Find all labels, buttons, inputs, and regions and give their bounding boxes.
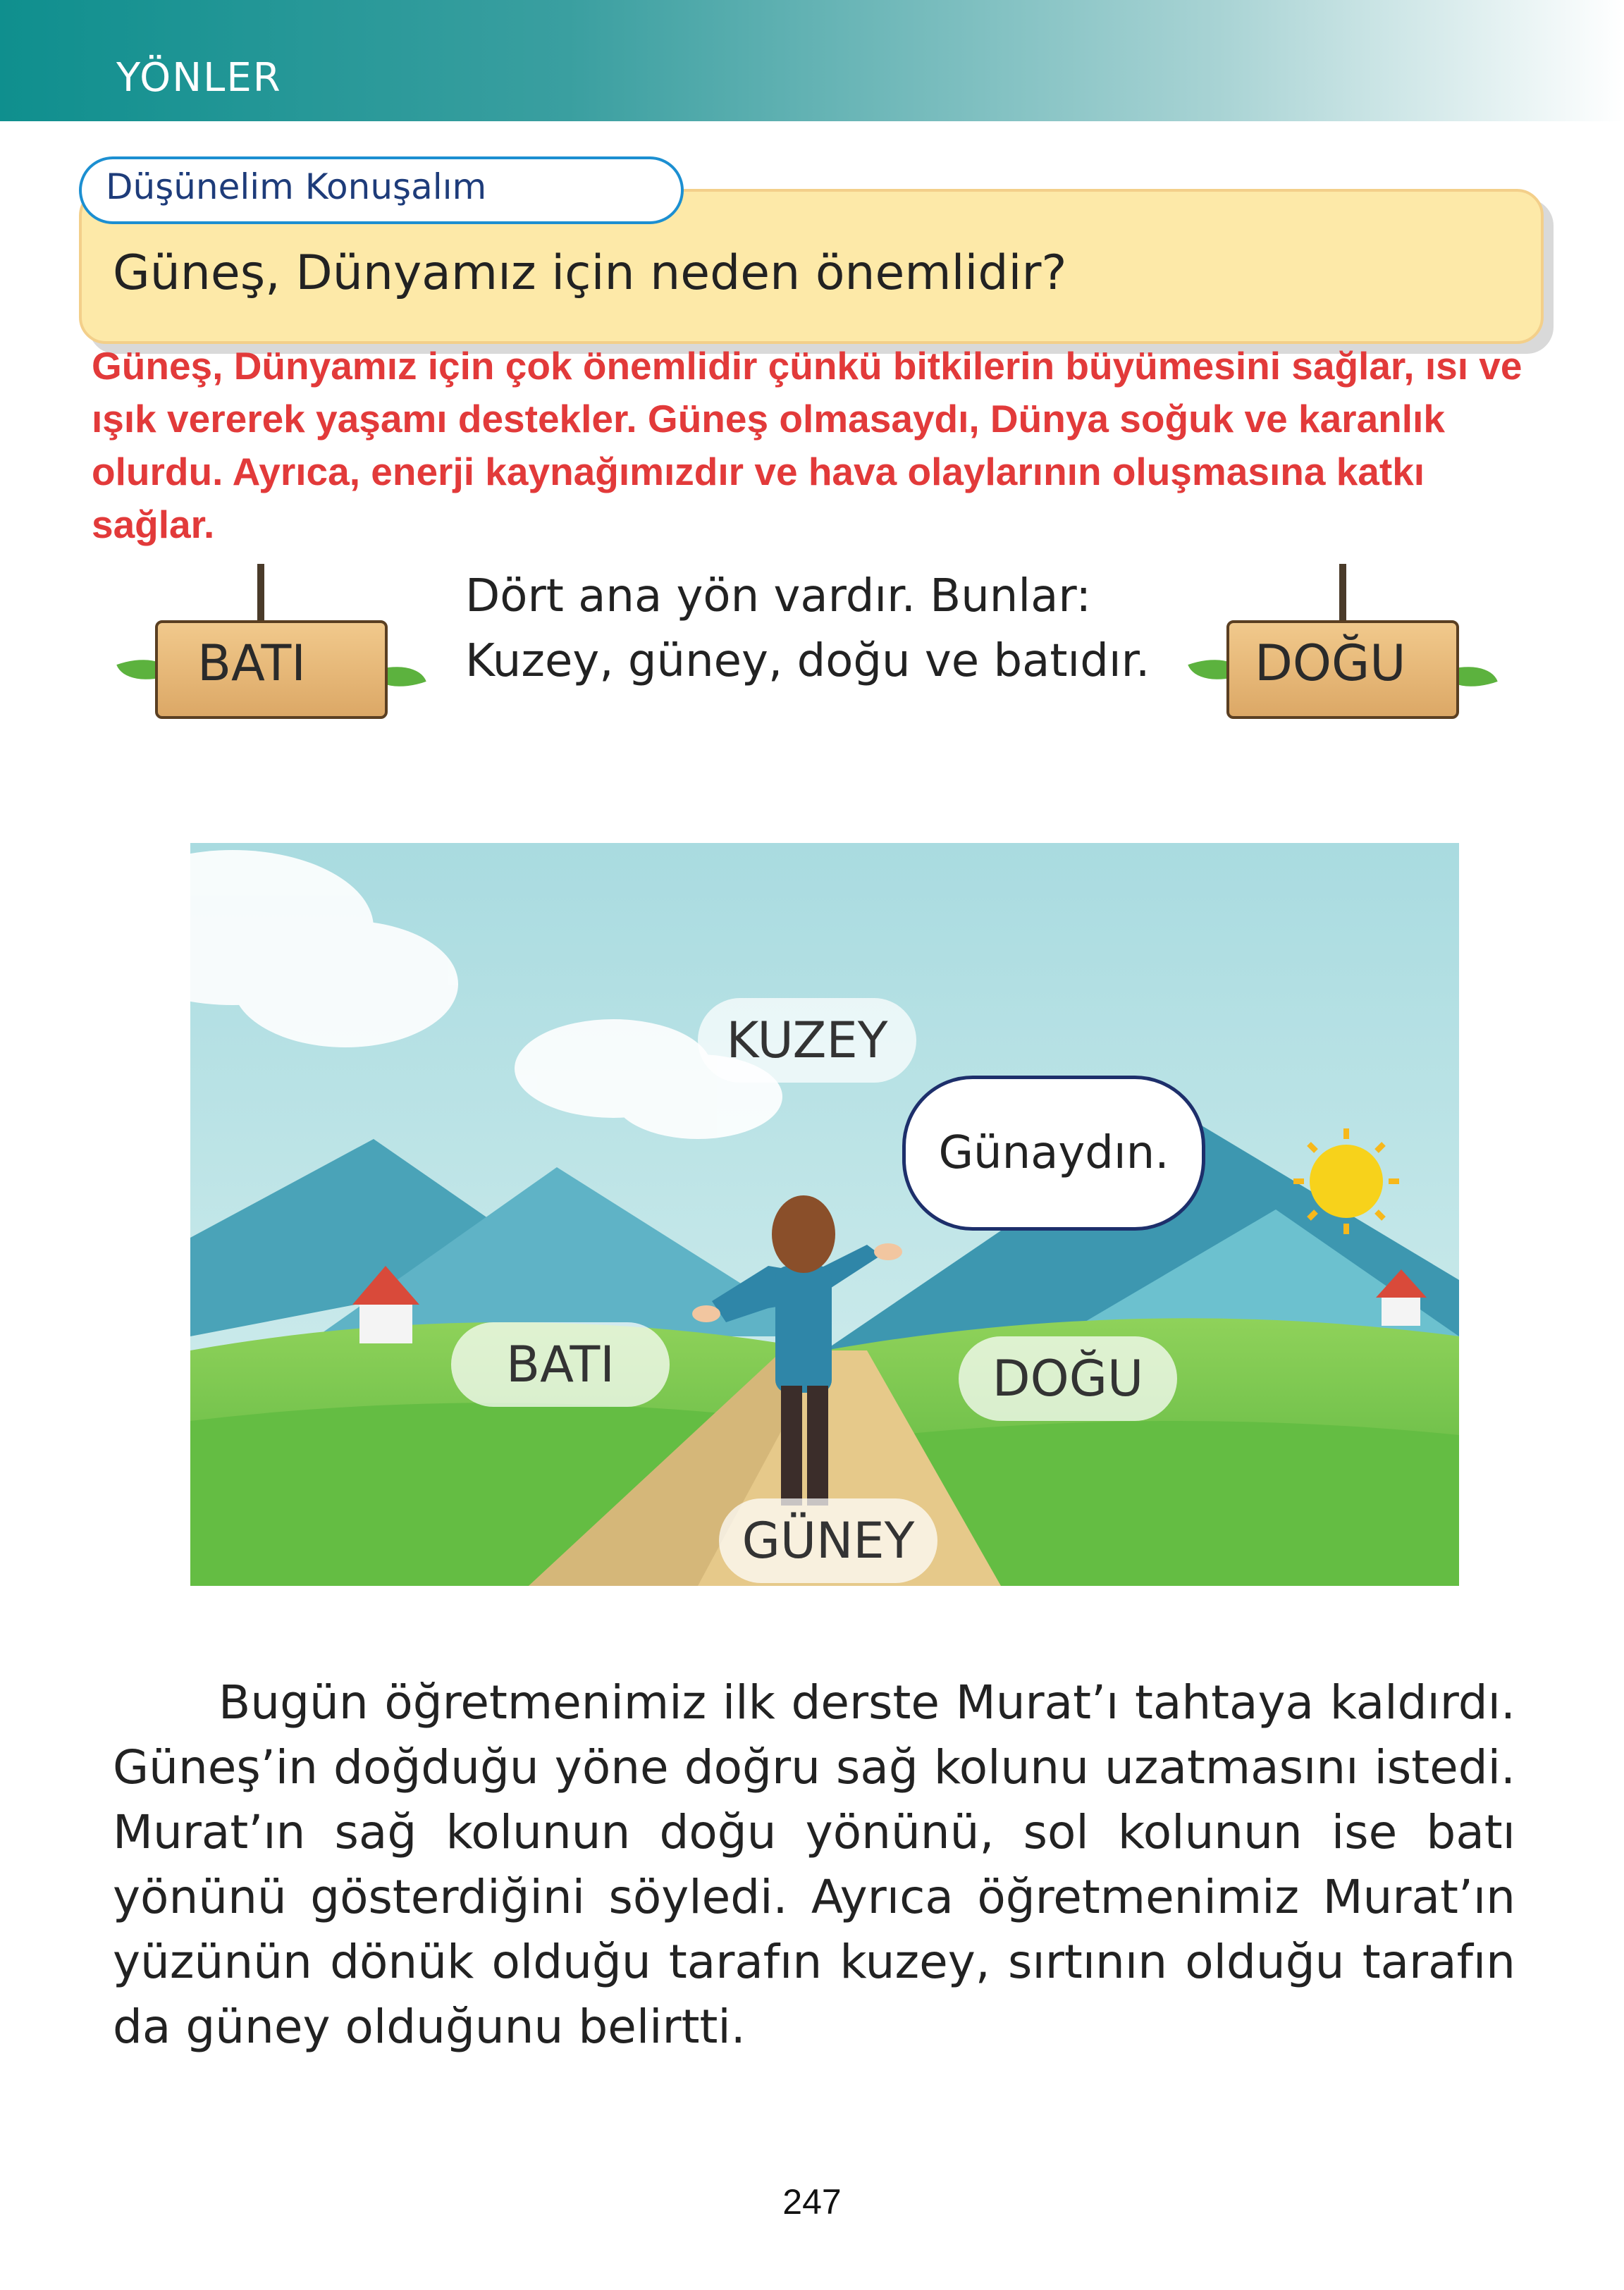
question-text: Güneş, Dünyamız için neden önemlidir?: [113, 245, 1067, 301]
west-sign-label: BATI: [197, 634, 306, 692]
intro-text: [465, 564, 1150, 694]
page-title: YÖNLER: [116, 55, 282, 101]
body-paragraph: Bugün öğretmenimiz ilk derste Murat’ı tahtaya kaldırdı. Güneş’in doğduğu yöne doğru sağ kolunu uzatmasını istedi. Murat’ın sağ kolunun doğu yönünü, sol kolunun ise batı yönünü gösterdiğini söyledi. Ayrıca öğretmenimiz Murat’ın yüzünün dönük olduğu tarafın kuzey, sırtının olduğu tarafın da güney olduğunu belirtti.: [113, 1675, 1515, 2054]
east-sign-label: DOĞU: [1255, 634, 1406, 692]
directions-illustration: [190, 843, 1459, 1586]
intro-line-1: Dört ana yön vardır. Bunlar:: [465, 570, 1092, 622]
east-sign: [1191, 564, 1501, 726]
page-number: 247: [782, 2182, 842, 2222]
answer-text: Güneş, Dünyamız için çok önemlidir çünkü bitkilerin büyümesini sağlar, ısı ve ışık vererek yaşamı destekler. Güneş olmasaydı, Dünya soğuk ve karanlık olurdu. Ayrıca, enerji kaynağımızdır ve hava olaylarının oluşmasına katkı sağlar.: [92, 344, 1522, 546]
section-label: Düşünelim Konuşalım: [106, 166, 487, 207]
speech-bubble: Günaydın.: [902, 1076, 1205, 1231]
west-sign: [120, 564, 430, 726]
intro-line-2: Kuzey, güney, doğu ve batıdır.: [465, 635, 1150, 687]
west-label: BATI: [451, 1322, 670, 1407]
north-label: KUZEY: [698, 998, 916, 1083]
east-label: DOĞU: [959, 1336, 1177, 1421]
landscape-illustration: [190, 843, 1459, 1586]
south-label: GÜNEY: [719, 1498, 937, 1583]
